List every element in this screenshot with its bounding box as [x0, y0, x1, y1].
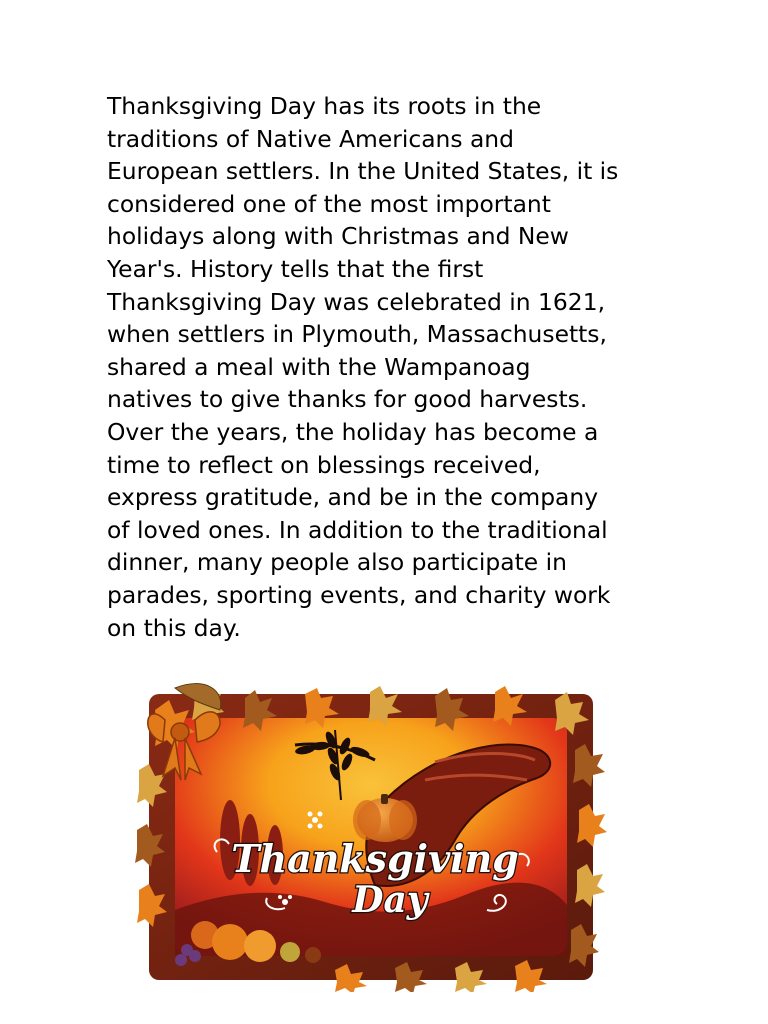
paragraph-line: European settlers. In the United States, it is	[107, 157, 619, 186]
pumpkin	[353, 794, 417, 842]
paragraph-line: on this day.	[107, 613, 241, 642]
paragraph-line: dinner, many people also participate in	[107, 548, 567, 577]
paragraph-line: shared a meal with the Wampanoag	[107, 352, 531, 381]
paragraph-line: considered one of the most important	[107, 189, 551, 218]
paragraph-line: time to reflect on blessings received,	[107, 450, 541, 479]
body-paragraph	[107, 90, 667, 644]
paragraph-line: Thanksgiving Day has its roots in the	[107, 92, 542, 120]
illustration-title-line-2: Day	[352, 879, 428, 921]
paragraph-line: Over the years, the holiday has become a	[107, 417, 599, 446]
paragraph-line: express gratitude, and be in the company	[107, 483, 599, 512]
thanksgiving-illustration	[135, 680, 607, 992]
paragraph-line: of loved ones. In addition to the traditional	[107, 515, 608, 544]
paragraph-line: natives to give thanks for good harvests.	[107, 385, 588, 414]
illustration-title-line-1: Thanksgiving	[231, 836, 519, 881]
paragraph-line: when settlers in Plymouth, Massachusetts,	[107, 320, 607, 349]
paragraph-line: traditions of Native Americans and	[107, 124, 514, 153]
paragraph-line: holidays along with Christmas and New	[107, 222, 569, 251]
paragraph-line: Thanksgiving Day was celebrated in 1621,	[107, 287, 606, 316]
paragraph-line: Year's. History tells that the first	[107, 254, 484, 283]
paragraph-line: parades, sporting events, and charity work	[107, 580, 611, 609]
